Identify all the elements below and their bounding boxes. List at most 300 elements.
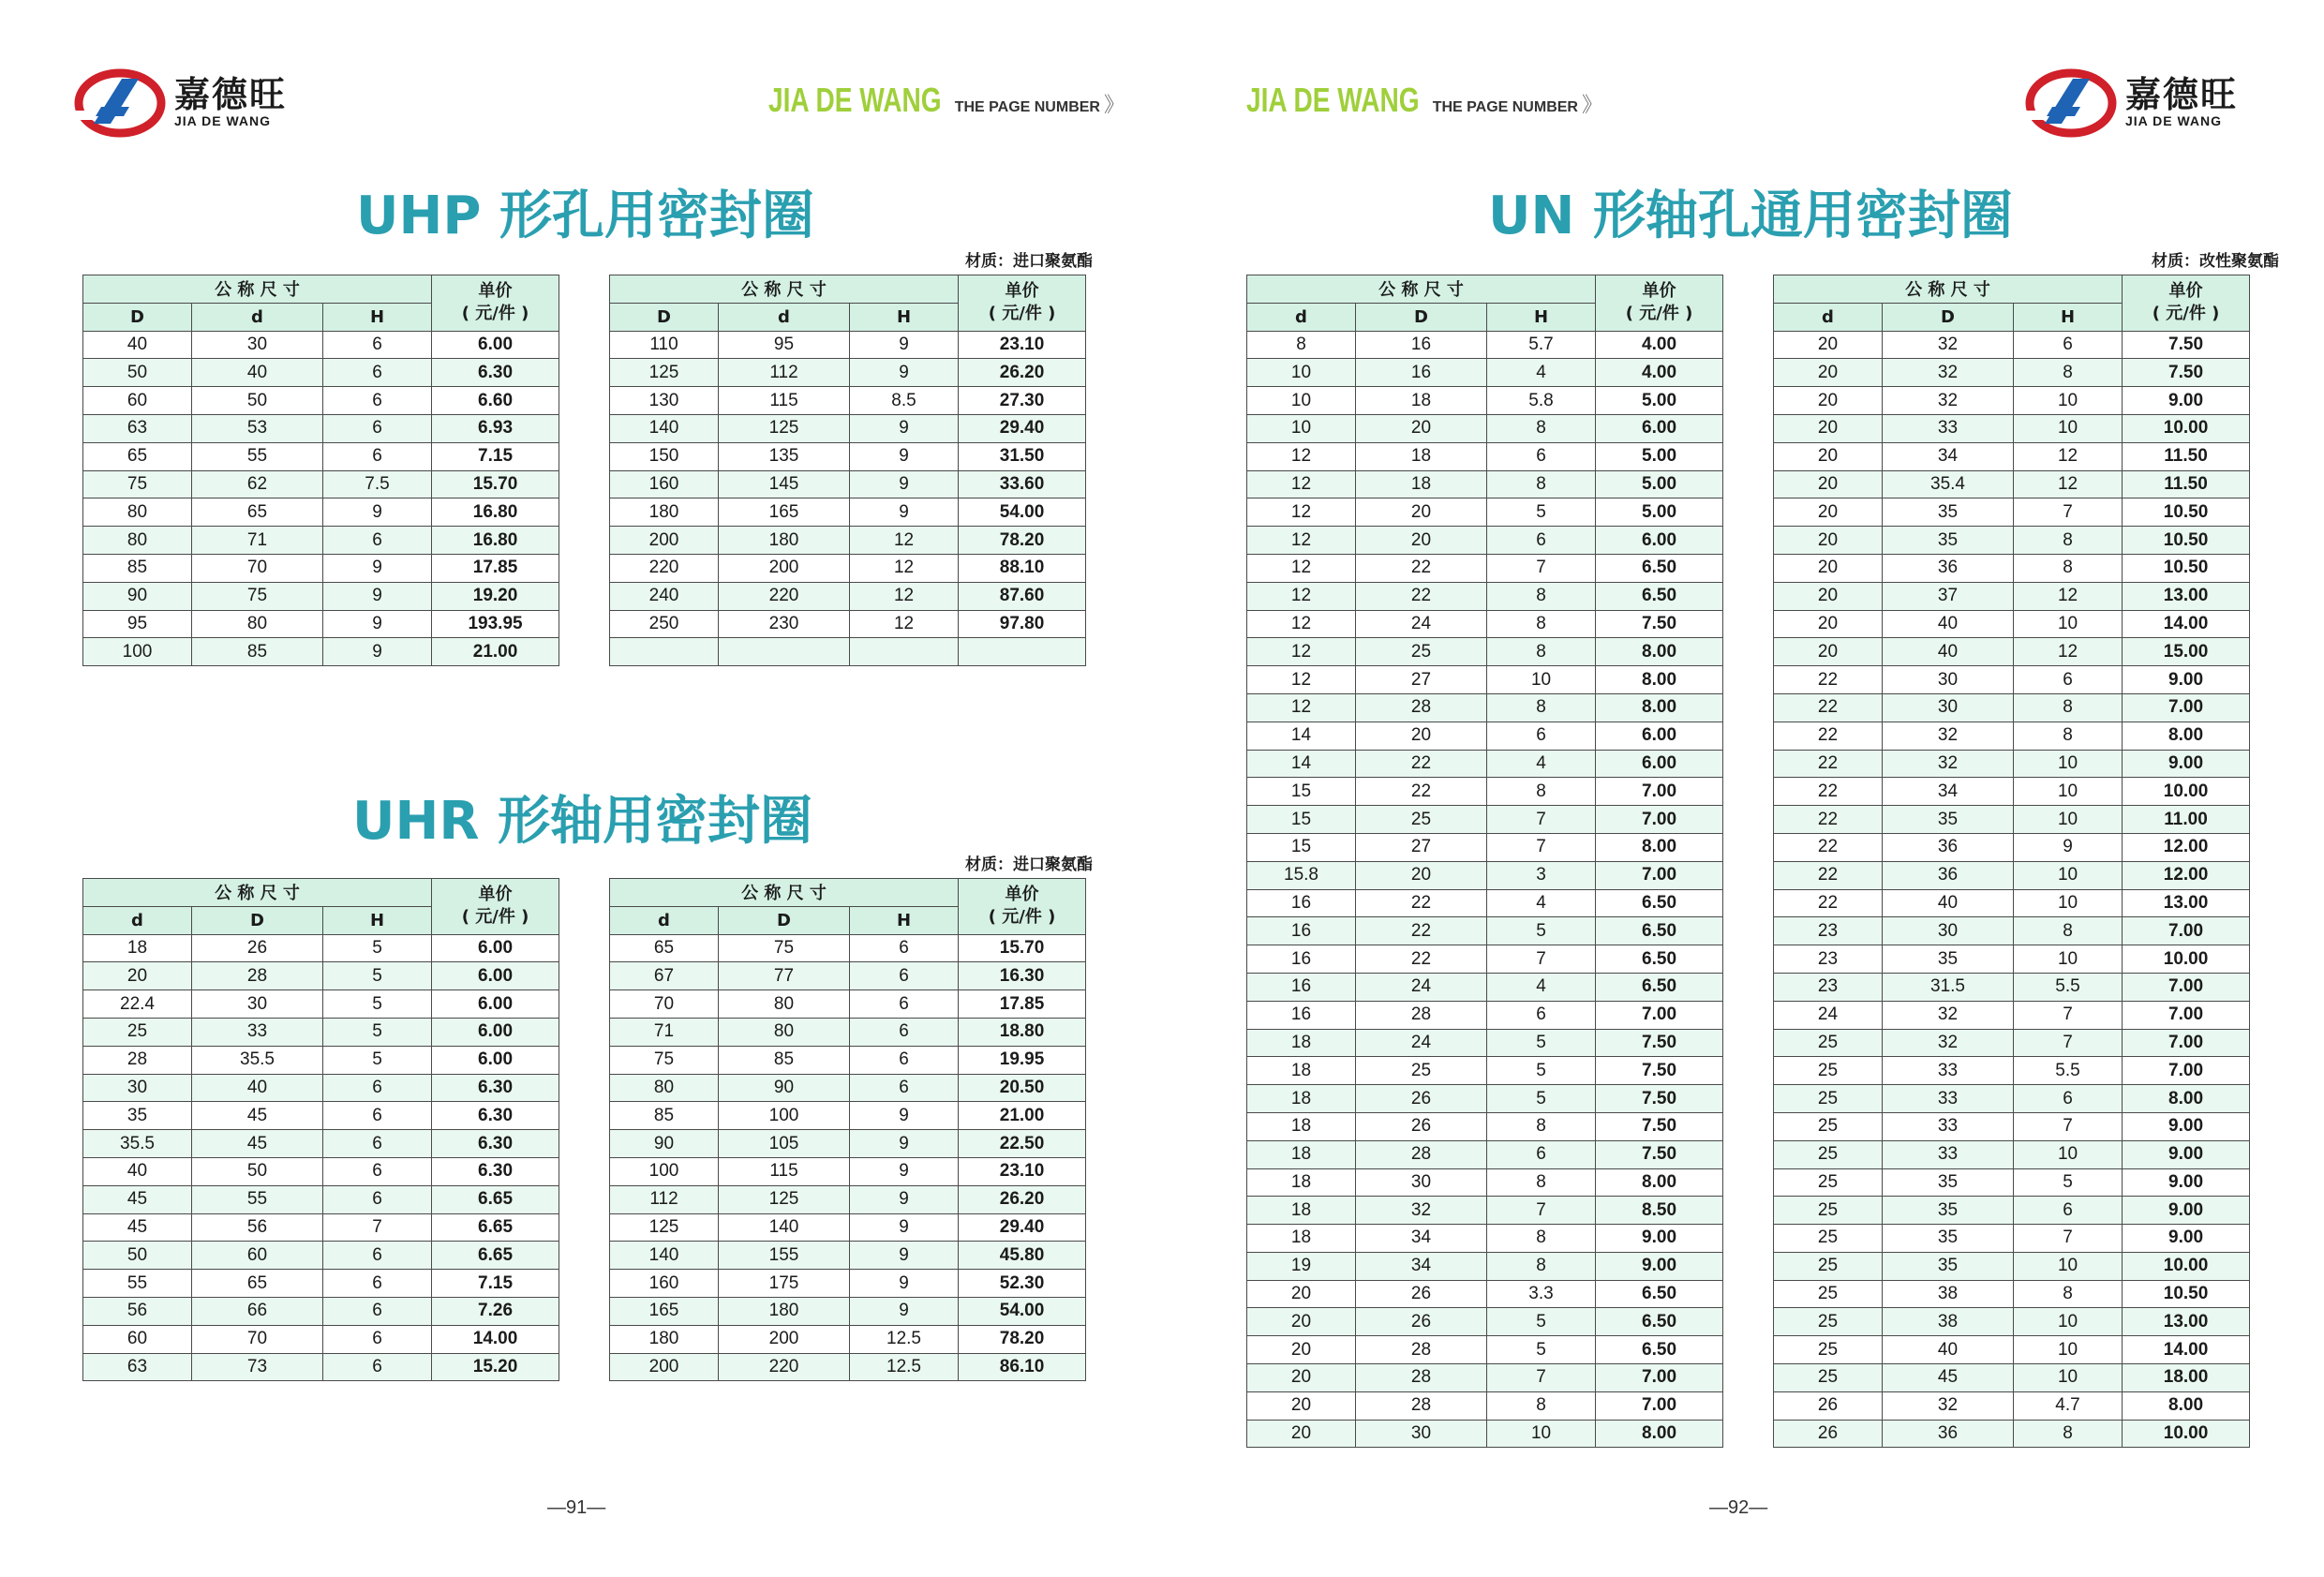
price-cell: 16.80 <box>432 498 559 527</box>
dimension-cell: 6 <box>1487 527 1596 555</box>
dimension-cell: 28 <box>192 962 323 990</box>
dimension-cell: 31.5 <box>1883 973 2014 1001</box>
dimension-cell: 200 <box>719 554 850 582</box>
dimension-cell: 6 <box>323 1325 432 1353</box>
price-unit-label: ( 元/件 ) <box>1625 304 1693 324</box>
price-cell: 8.00 <box>1596 666 1723 694</box>
table-row <box>1247 527 1723 555</box>
dimension-cell: 110 <box>610 331 719 359</box>
dimension-cell: 8 <box>1487 638 1596 666</box>
price-cell: 6.50 <box>1596 582 1723 610</box>
dimension-cell: 15 <box>1247 778 1356 806</box>
dimension-cell: 7 <box>2014 498 2123 527</box>
dimension-cell: 7 <box>1487 945 1596 974</box>
table-row <box>610 1130 1086 1158</box>
dimension-cell: 22 <box>1774 889 1883 917</box>
dimension-cell: 6 <box>2014 331 2123 359</box>
dimension-cell: 20 <box>1774 359 1883 387</box>
price-cell: 10.50 <box>2123 527 2250 555</box>
table-row <box>1774 610 2250 638</box>
table-row <box>1247 414 1723 442</box>
table-row <box>1774 1057 2250 1085</box>
dimension-cell: 9 <box>850 498 959 527</box>
price-cell: 9.00 <box>2123 750 2250 778</box>
dimension-cell: 10 <box>1247 414 1356 442</box>
dimension-cell: 20 <box>1774 414 1883 442</box>
table-row <box>1774 1336 2250 1364</box>
table-row <box>1247 498 1723 527</box>
price-cell: 9.00 <box>2123 1112 2250 1140</box>
dimension-cell: 32 <box>1883 1001 2014 1029</box>
dimension-cell <box>719 638 850 666</box>
dimension-cell: 10 <box>2014 414 2123 442</box>
price-cell: 6.00 <box>432 331 559 359</box>
dimension-cell: 80 <box>610 1074 719 1102</box>
dimension-cell: 7 <box>1487 554 1596 582</box>
header-unit-price <box>1596 275 1723 332</box>
dimension-cell: 22 <box>1356 889 1487 917</box>
dimension-cell: 56 <box>192 1213 323 1242</box>
dimension-cell: 6 <box>1487 722 1596 750</box>
dimension-cell: 12 <box>1247 498 1356 527</box>
table-row <box>610 1353 1086 1381</box>
dimension-cell: 8 <box>1487 414 1596 442</box>
price-cell: 6.50 <box>1596 554 1723 582</box>
price-cell: 10.50 <box>2123 498 2250 527</box>
dimension-cell: 85 <box>83 554 192 582</box>
price-cell: 8.00 <box>1596 1168 1723 1197</box>
dimension-cell: 26 <box>1774 1420 1883 1448</box>
dimension-cell: 4.7 <box>2014 1391 2123 1420</box>
dimension-cell: 20 <box>1774 470 1883 498</box>
table-row <box>1774 414 2250 442</box>
price-cell: 78.20 <box>959 1325 1086 1353</box>
table-row <box>83 1185 559 1213</box>
dimension-cell: 12 <box>850 527 959 555</box>
price-cell: 7.00 <box>1596 861 1723 889</box>
price-cell: 5.00 <box>1596 470 1723 498</box>
dimension-cell: 32 <box>1883 1029 2014 1057</box>
dimension-cell: 20 <box>83 962 192 990</box>
dimension-cell: 24 <box>1774 1001 1883 1029</box>
page-right <box>1162 0 2324 1577</box>
dimension-cell: 6 <box>323 1270 432 1298</box>
table-row <box>610 387 1086 415</box>
price-cell: 78.20 <box>959 527 1086 555</box>
table-row <box>610 1325 1086 1353</box>
dimension-cell: 12 <box>850 554 959 582</box>
price-cell: 7.50 <box>2123 359 2250 387</box>
dimension-cell: 35 <box>1883 527 2014 555</box>
dimension-cell: 55 <box>192 1185 323 1213</box>
table-row <box>610 470 1086 498</box>
dimension-cell: 8 <box>1487 1168 1596 1197</box>
dimension-cell: 16 <box>1247 945 1356 974</box>
price-cell: 8.50 <box>1596 1197 1723 1225</box>
dimension-cell: 10 <box>2014 1252 2123 1280</box>
dimension-cell: 32 <box>1883 359 2014 387</box>
dimension-cell: 5 <box>1487 1057 1596 1085</box>
dimension-cell: 12 <box>850 582 959 610</box>
dimension-cell: 34 <box>1356 1252 1487 1280</box>
dimension-cell: 10 <box>2014 1308 2123 1336</box>
table-row <box>83 934 559 962</box>
dimension-cell: 8 <box>2014 359 2123 387</box>
dimension-cell: 18 <box>1247 1029 1356 1057</box>
table-row <box>83 414 559 442</box>
uhr-table-2 <box>609 878 1086 1381</box>
dimension-cell: 56 <box>83 1297 192 1325</box>
dimension-cell: 20 <box>1356 722 1487 750</box>
header-unit-price <box>432 879 559 935</box>
column-header-D: D <box>1356 303 1487 331</box>
price-cell: 29.40 <box>959 1213 1086 1242</box>
dimension-cell: 18 <box>1356 442 1487 470</box>
price-label: 单价 <box>2168 281 2203 302</box>
dimension-cell: 6 <box>1487 442 1596 470</box>
dimension-cell: 33 <box>1883 1112 2014 1140</box>
dimension-cell: 140 <box>610 414 719 442</box>
table-row <box>1774 917 2250 945</box>
table-row <box>610 582 1086 610</box>
dimension-cell: 180 <box>719 1297 850 1325</box>
dimension-cell: 6 <box>323 1353 432 1381</box>
dimension-cell: 20 <box>1774 638 1883 666</box>
dimension-cell: 22 <box>1774 666 1883 694</box>
dimension-cell: 12.5 <box>850 1325 959 1353</box>
dimension-cell: 7 <box>1487 1197 1596 1225</box>
column-header-D: D <box>719 906 850 934</box>
price-cell: 10.00 <box>2123 1420 2250 1448</box>
table-row <box>1774 1391 2250 1420</box>
un-table-2 <box>1773 275 2250 1448</box>
dimension-cell: 9 <box>850 442 959 470</box>
price-cell: 7.50 <box>1596 610 1723 638</box>
table-row <box>83 1242 559 1270</box>
table-row <box>610 610 1086 638</box>
dimension-cell: 200 <box>610 527 719 555</box>
price-cell: 6.65 <box>432 1185 559 1213</box>
table-row <box>1247 1112 1723 1140</box>
dimension-cell: 9 <box>850 359 959 387</box>
table-row <box>1247 554 1723 582</box>
dimension-cell: 8 <box>1487 582 1596 610</box>
dimension-cell: 8 <box>1487 1252 1596 1280</box>
dimension-cell: 35 <box>1883 806 2014 834</box>
dimension-cell: 6 <box>1487 1001 1596 1029</box>
price-cell: 6.65 <box>432 1242 559 1270</box>
page-number: —92— <box>1709 1497 1768 1518</box>
dimension-cell: 5.5 <box>2014 1057 2123 1085</box>
dimension-cell: 5 <box>323 990 432 1019</box>
price-cell: 54.00 <box>959 1297 1086 1325</box>
dimension-cell: 220 <box>719 1353 850 1381</box>
dimension-cell: 7 <box>2014 1029 2123 1057</box>
dimension-cell: 20 <box>1774 331 1883 359</box>
dimension-cell: 7 <box>1487 833 1596 861</box>
dimension-cell: 230 <box>719 610 850 638</box>
table-row <box>610 1074 1086 1102</box>
table-row <box>1774 638 2250 666</box>
price-cell: 15.70 <box>432 470 559 498</box>
dimension-cell: 18 <box>83 934 192 962</box>
dimension-cell: 22 <box>1356 750 1487 778</box>
un-table-1 <box>1246 275 1723 1448</box>
dimension-cell: 22 <box>1774 693 1883 722</box>
price-cell: 26.20 <box>959 359 1086 387</box>
dimension-cell: 160 <box>610 470 719 498</box>
uhr-table-1 <box>82 878 559 1381</box>
dimension-cell: 7 <box>2014 1225 2123 1253</box>
table-row <box>83 442 559 470</box>
table-row <box>1774 387 2250 415</box>
dimension-cell: 50 <box>192 1157 323 1185</box>
price-cell: 19.20 <box>432 582 559 610</box>
price-cell: 14.00 <box>2123 610 2250 638</box>
table-row <box>1247 1140 1723 1168</box>
price-cell: 4.00 <box>1596 359 1723 387</box>
dimension-cell: 27 <box>1356 833 1487 861</box>
price-cell: 87.60 <box>959 582 1086 610</box>
dimension-cell: 6 <box>323 1297 432 1325</box>
table-row <box>610 554 1086 582</box>
table-row <box>1774 1197 2250 1225</box>
dimension-cell: 95 <box>83 610 192 638</box>
table-row <box>83 1018 559 1046</box>
dimension-cell: 20 <box>1774 554 1883 582</box>
dimension-cell: 240 <box>610 582 719 610</box>
dimension-cell: 25 <box>1774 1308 1883 1336</box>
price-cell: 21.00 <box>432 638 559 666</box>
dimension-cell: 30 <box>192 331 323 359</box>
dimension-cell: 9 <box>850 1102 959 1130</box>
dimension-cell: 28 <box>1356 1140 1487 1168</box>
dimension-cell: 25 <box>1774 1197 1883 1225</box>
dimension-cell: 8 <box>1487 1225 1596 1253</box>
dimension-cell: 20 <box>1774 582 1883 610</box>
price-label: 单价 <box>1005 281 1039 302</box>
table-row <box>1247 1391 1723 1420</box>
table-row <box>610 414 1086 442</box>
dimension-cell: 10 <box>2014 1140 2123 1168</box>
dimension-cell: 25 <box>1356 638 1487 666</box>
dimension-cell: 4 <box>1487 359 1596 387</box>
dimension-cell: 6 <box>2014 1197 2123 1225</box>
price-cell: 7.50 <box>1596 1057 1723 1085</box>
dimension-cell: 60 <box>83 1325 192 1353</box>
dimension-cell: 40 <box>192 1074 323 1102</box>
table-row <box>1774 498 2250 527</box>
table-row <box>83 990 559 1019</box>
dimension-cell: 36 <box>1883 861 2014 889</box>
dimension-cell: 25 <box>1774 1029 1883 1057</box>
dimension-cell: 22 <box>1356 917 1487 945</box>
dimension-cell: 25 <box>1356 1057 1487 1085</box>
dimension-cell: 18 <box>1247 1057 1356 1085</box>
brand-subtitle: THE PAGE NUMBER <box>1432 99 1578 115</box>
dimension-cell: 5 <box>1487 1085 1596 1113</box>
dimension-cell: 18 <box>1247 1225 1356 1253</box>
table-row <box>1774 442 2250 470</box>
dimension-cell: 62 <box>192 470 323 498</box>
dimension-cell: 80 <box>719 990 850 1019</box>
dimension-cell: 26 <box>1356 1280 1487 1308</box>
dimension-cell: 3.3 <box>1487 1280 1596 1308</box>
brand-header <box>1246 81 1602 120</box>
price-cell: 86.10 <box>959 1353 1086 1381</box>
price-cell: 7.26 <box>432 1297 559 1325</box>
dimension-cell: 8 <box>1487 1112 1596 1140</box>
dimension-cell: 16 <box>1247 973 1356 1001</box>
table-row <box>83 1270 559 1298</box>
table-row <box>1247 1364 1723 1392</box>
table-row <box>1247 610 1723 638</box>
table-row <box>1247 1280 1723 1308</box>
dimension-cell: 5.5 <box>2014 973 2123 1001</box>
dimension-cell: 10 <box>2014 610 2123 638</box>
table-row <box>83 498 559 527</box>
dimension-cell: 63 <box>83 414 192 442</box>
table-row <box>610 934 1086 962</box>
dimension-cell: 20 <box>1247 1420 1356 1448</box>
dimension-cell: 6 <box>323 1074 432 1102</box>
dimension-cell: 9 <box>850 1130 959 1158</box>
dimension-cell: 45 <box>83 1185 192 1213</box>
price-cell: 11.50 <box>2123 442 2250 470</box>
price-cell: 6.30 <box>432 1074 559 1102</box>
price-cell: 33.60 <box>959 470 1086 498</box>
price-cell: 7.50 <box>2123 331 2250 359</box>
dimension-cell: 12 <box>2014 442 2123 470</box>
dimension-cell: 38 <box>1883 1280 2014 1308</box>
dimension-cell: 9 <box>323 610 432 638</box>
column-header-d: d <box>192 303 323 331</box>
price-cell: 7.00 <box>2123 1001 2250 1029</box>
price-cell: 7.50 <box>1596 1085 1723 1113</box>
price-cell: 8.00 <box>1596 693 1723 722</box>
table-row <box>1247 666 1723 694</box>
price-cell: 7.00 <box>2123 917 2250 945</box>
dimension-cell: 16 <box>1356 359 1487 387</box>
dimension-cell: 112 <box>610 1185 719 1213</box>
dimension-cell: 20 <box>1356 861 1487 889</box>
dimension-cell: 14 <box>1247 722 1356 750</box>
dimension-cell: 18 <box>1247 1085 1356 1113</box>
price-cell: 26.20 <box>959 1185 1086 1213</box>
dimension-cell: 10 <box>1247 387 1356 415</box>
dimension-cell: 125 <box>719 414 850 442</box>
dimension-cell: 7 <box>1487 1364 1596 1392</box>
dimension-cell: 9 <box>323 638 432 666</box>
section-title-un: UN 形轴孔通用密封圈 <box>1488 186 2013 246</box>
table-row <box>1774 1168 2250 1197</box>
dimension-cell: 6 <box>850 1074 959 1102</box>
price-cell: 8.00 <box>2123 1085 2250 1113</box>
dimension-cell: 28 <box>1356 1001 1487 1029</box>
column-header-H: H <box>850 303 959 331</box>
price-cell: 9.00 <box>2123 1168 2250 1197</box>
table-row <box>1774 1140 2250 1168</box>
dimension-cell: 12 <box>1247 470 1356 498</box>
price-cell: 5.00 <box>1596 498 1723 527</box>
dimension-cell: 25 <box>1774 1140 1883 1168</box>
table-row <box>83 359 559 387</box>
dimension-cell: 8 <box>2014 1280 2123 1308</box>
price-cell: 6.93 <box>432 414 559 442</box>
table-row <box>1247 722 1723 750</box>
dimension-cell: 8 <box>1487 470 1596 498</box>
dimension-cell: 33 <box>1883 1057 2014 1085</box>
brand-subtitle: THE PAGE NUMBER <box>954 99 1100 115</box>
dimension-cell: 15 <box>1247 833 1356 861</box>
dimension-cell: 20 <box>1356 498 1487 527</box>
table-row <box>1247 917 1723 945</box>
dimension-cell: 32 <box>1883 1391 2014 1420</box>
dimension-cell: 18 <box>1247 1140 1356 1168</box>
dimension-cell: 100 <box>610 1157 719 1185</box>
dimension-cell: 8 <box>2014 554 2123 582</box>
price-cell: 6.30 <box>432 1130 559 1158</box>
brand-header <box>768 81 1125 120</box>
table-row <box>1774 1364 2250 1392</box>
dimension-cell: 80 <box>83 527 192 555</box>
price-cell: 7.00 <box>2123 1057 2250 1085</box>
price-cell: 54.00 <box>959 498 1086 527</box>
dimension-cell: 5 <box>1487 498 1596 527</box>
table-row <box>1774 889 2250 917</box>
dimension-cell: 22 <box>1774 750 1883 778</box>
dimension-cell: 8 <box>2014 693 2123 722</box>
price-cell: 15.00 <box>2123 638 2250 666</box>
dimension-cell: 20 <box>1774 387 1883 415</box>
dimension-cell: 9 <box>850 331 959 359</box>
dimension-cell: 20 <box>1247 1391 1356 1420</box>
table-row <box>610 498 1086 527</box>
price-unit-label: ( 元/件 ) <box>988 907 1056 928</box>
table-row <box>610 1270 1086 1298</box>
table-row <box>83 527 559 555</box>
dimension-cell: 10 <box>2014 1336 2123 1364</box>
dimension-cell: 6 <box>1487 1140 1596 1168</box>
table-row <box>610 1242 1086 1270</box>
table-row <box>1774 806 2250 834</box>
price-cell: 6.50 <box>1596 917 1723 945</box>
table-row <box>1774 582 2250 610</box>
price-cell: 4.00 <box>1596 331 1723 359</box>
dimension-cell: 4 <box>1487 973 1596 1001</box>
price-cell: 6.50 <box>1596 1308 1723 1336</box>
dimension-cell: 5 <box>323 1018 432 1046</box>
dimension-cell: 36 <box>1883 833 2014 861</box>
table-row <box>83 1213 559 1242</box>
dimension-cell: 5 <box>1487 1336 1596 1364</box>
table-row <box>1774 722 2250 750</box>
table-row <box>1774 1225 2250 1253</box>
table-row <box>83 554 559 582</box>
dimension-cell: 45 <box>192 1130 323 1158</box>
table-row <box>1247 1308 1723 1336</box>
table-row <box>83 962 559 990</box>
price-cell: 10.00 <box>2123 1252 2250 1280</box>
column-header-H: H <box>323 303 432 331</box>
dimension-cell: 6 <box>850 962 959 990</box>
dimension-cell: 8 <box>1247 331 1356 359</box>
price-cell: 16.30 <box>959 962 1086 990</box>
dimension-cell: 18 <box>1356 387 1487 415</box>
table-row <box>83 387 559 415</box>
dimension-cell: 10 <box>2014 861 2123 889</box>
dimension-cell: 40 <box>83 1157 192 1185</box>
